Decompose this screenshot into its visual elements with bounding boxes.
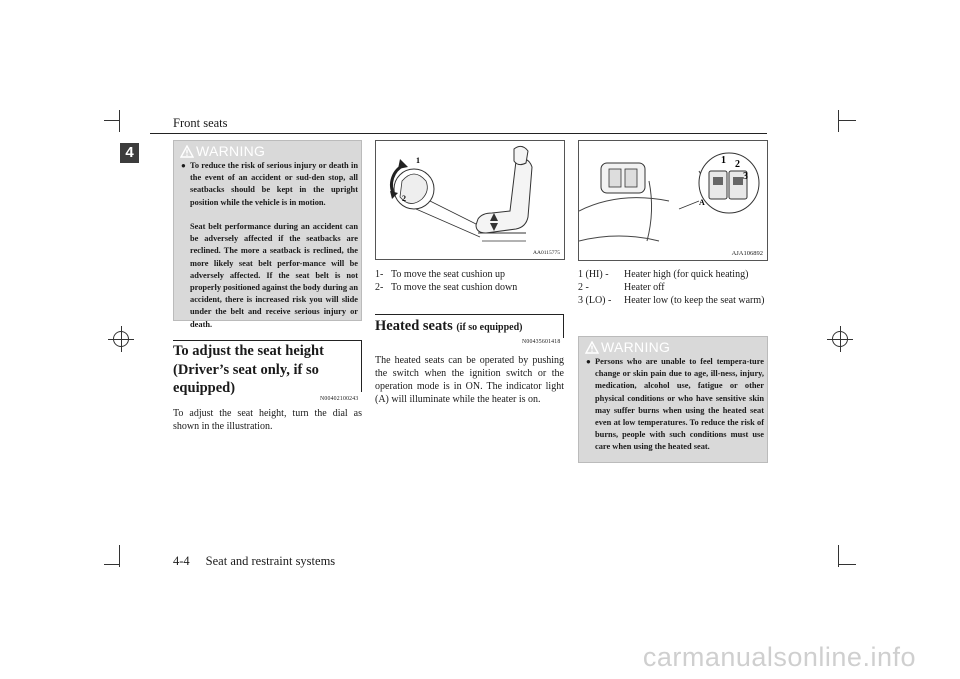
callout-number: 2 [735,159,740,170]
caption-row [375,268,505,281]
warning-box [173,140,362,329]
caption-number: 1- [375,269,384,280]
registration-mark [113,331,129,347]
page-section-title: Front seats [173,116,228,130]
figure-code: AA0115775 [533,250,560,256]
section-heading-note: (if so equipped) [456,322,523,333]
legend-text: Heater high (for quick heating) [624,269,749,280]
body-paragraph: The heated seats can be operated by pushing the switch when the ignition switch or the operation mode is in ON. The indicator light (A) will illuminate while the heater is on. [375,355,564,405]
section-rule [173,340,361,341]
document-code: N00402100243 [320,396,359,402]
page-footer [173,554,335,569]
legend-row [578,294,768,307]
warning-triangle-icon [180,145,194,158]
legend-number: 2 - [578,282,589,293]
warning-label: WARNING [601,339,671,355]
page-number: 4-4 [173,554,190,568]
warning-label: WARNING [196,143,266,159]
bullet-icon: ● [181,161,186,170]
warning-text: To reduce the risk of serious injury or death in the event of an accident or sud-den stop, all seatbacks should be kept in the upright position while the vehicle is in motion. [190,161,358,207]
footer-chapter-title: Seat and restraint systems [205,554,336,568]
seat-dial-illustration [376,141,564,259]
crop-mark [104,564,120,565]
heated-seat-switch-figure [578,140,768,261]
warning-box [578,336,768,463]
warning-paragraph [586,356,764,454]
callout-letter: A [699,198,705,207]
watermark-text: carmanualsonline.info [642,642,916,672]
caption-text: To move the seat cushion up [391,269,505,280]
figure-code: AJA106892 [731,250,763,257]
bullet-icon: ● [586,357,591,366]
section-heading [375,317,522,338]
crop-mark [838,120,856,121]
callout-number: 2 [402,194,406,203]
section-rule-vertical [563,314,564,338]
registration-mark [832,331,848,347]
section-heading-text: Heated seats [375,318,453,334]
warning-text: Seat belt performance during an accident can be adversely affected if the seatbacks are reclined. The more a seatback is reclined, the more likely seat belt perfor-mance will be adversely affected. If the seat belt is not properly positioned against the body during an accident, there is increased risk you will slide under the belt and receive serious injury or death. [190,222,358,329]
document-code: N00435601418 [522,339,561,345]
center-console-illustration [579,141,767,260]
warning-paragraph [190,221,358,331]
warning-header [585,339,670,355]
legend-text: Heater low (to keep the seat warm) [624,295,765,306]
caption-number: 2- [375,282,384,293]
callout-number: 1 [721,155,726,166]
section-rule-vertical [361,340,362,392]
legend-number: 1 (HI) - [578,269,609,280]
crop-mark [104,120,120,121]
callout-number: 1 [416,156,420,165]
warning-header [180,143,265,159]
chapter-tab: 4 [120,143,139,163]
legend-text: Heater off [624,282,665,293]
crop-mark [838,564,856,565]
header-rule [150,133,767,134]
crop-mark [838,110,839,132]
crop-mark [119,110,120,132]
body-paragraph: To adjust the seat height, turn the dial as shown in the illustration. [173,408,362,432]
warning-triangle-icon [585,341,599,354]
legend-number: 3 (LO) - [578,295,612,306]
warning-paragraph [181,160,358,209]
caption-text: To move the seat cushion down [391,282,518,293]
warning-text: Persons who are unable to feel tempera-ture change or skin pain due to age, ill-ness, injury, medication, alcohol use, fatigue or other physical conditions or who have sensitive skin may suffer burns when using the heated seat even at low temperatures. To reduce the risk of burns, people with such conditions must use care when using the heated seat. [595,357,764,452]
callout-number: 3 [743,171,748,182]
seat-height-figure [375,140,565,260]
legend-row [578,268,768,281]
caption-row [375,281,517,294]
legend-row [578,281,768,294]
section-heading: To adjust the seat height (Driver’s seat only, if so equipped) [173,343,324,396]
section-rule [375,314,564,315]
